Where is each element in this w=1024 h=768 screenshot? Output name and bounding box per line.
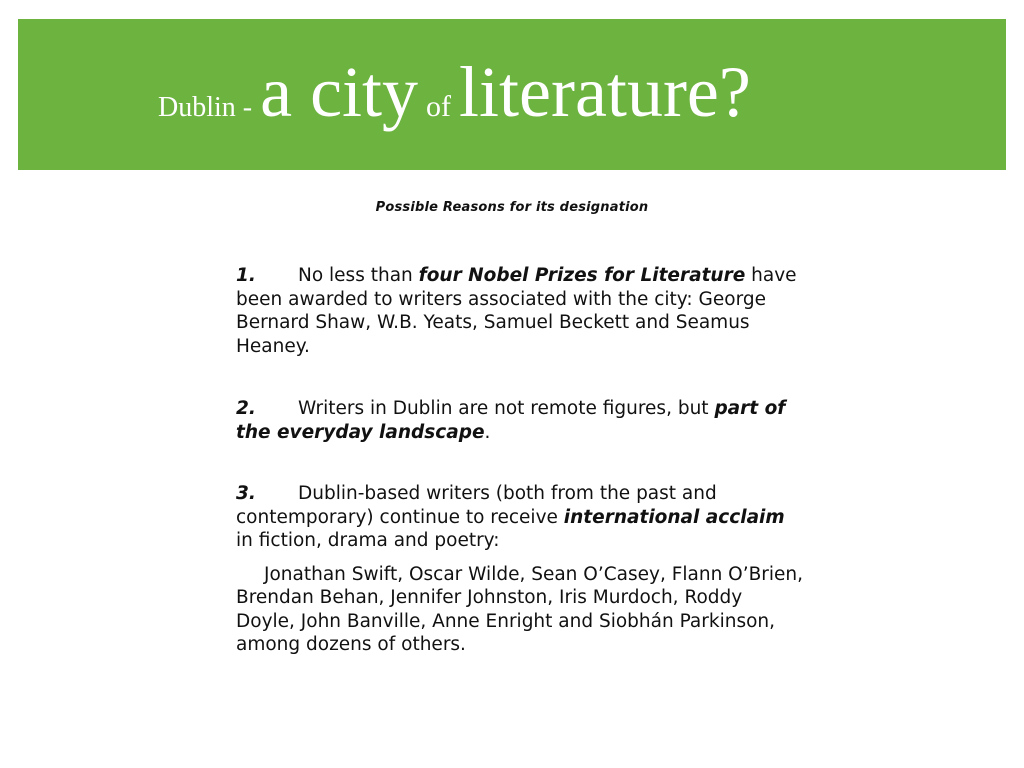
title-part-of: of — [426, 90, 452, 123]
writers-list-rest: Flann O’Brien, Brendan Behan, Jennifer Johnston, Iris Murdoch, Roddy Doyle, John Banville, Anne Enright and Siobhán Parkinson, among dozens of others. — [236, 563, 804, 655]
reason-3 — [236, 482, 806, 657]
reason-3-text-post: in fiction, drama and poetry: — [236, 530, 500, 551]
reason-1 — [236, 264, 806, 358]
title-part-literature: literature? — [459, 52, 751, 132]
reason-2-emphasis: part of the everyday landscape — [236, 398, 786, 443]
reason-3-number: 3. — [236, 483, 256, 504]
reason-3-text-pre: Dublin-based writers (both from the past and contemporary) continue to receive — [236, 483, 717, 528]
reason-3-emphasis: international acclaim — [563, 506, 785, 528]
reason-1-text-post: have been awarded to writers associated with the city: George Bernard Shaw, W.B. Yeats, Samuel Beckett and Seamus Heaney. — [236, 265, 797, 357]
reason-2-number: 2. — [236, 398, 256, 419]
title-part-dublin: Dublin - — [158, 92, 253, 123]
subtitle: Possible Reasons for its designation — [375, 200, 649, 215]
reason-1-number: 1. — [236, 265, 256, 286]
title-part-a-city: a city — [260, 52, 419, 132]
reason-1-text-pre: No less than — [298, 265, 419, 286]
reason-2-text-pre: Writers in Dublin are not remote figures, but — [298, 398, 715, 419]
writers-list-first-line: Jonathan Swift, Oscar Wilde, Sean O’Casey, — [264, 563, 666, 585]
reason-1-emphasis: four Nobel Prizes for Literature — [418, 265, 746, 286]
slide-title — [158, 52, 751, 132]
writers-list — [236, 563, 806, 657]
reason-2 — [236, 397, 806, 444]
reason-2-text-post: . — [484, 421, 491, 443]
